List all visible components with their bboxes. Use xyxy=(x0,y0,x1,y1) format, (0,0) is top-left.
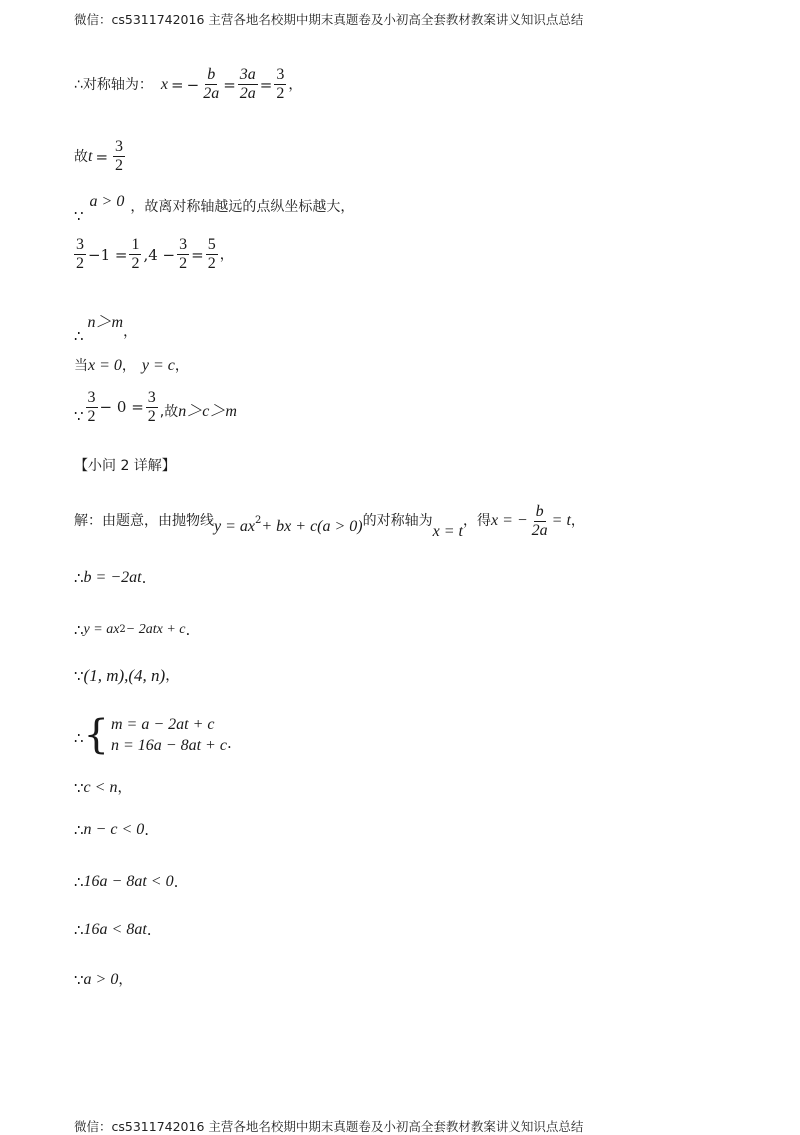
math-var: t xyxy=(88,147,93,165)
punct: . xyxy=(185,621,191,639)
math-expr: x = 0 xyxy=(88,357,122,374)
math-op: − xyxy=(186,75,200,94)
math-expr: −1 = xyxy=(88,245,128,264)
punct: . xyxy=(144,821,150,839)
equation-system xyxy=(84,714,227,756)
therefore-symbol: ∴ xyxy=(74,621,84,639)
fraction: $\frac{3}{2}$ xyxy=(179,236,188,272)
punct: . xyxy=(141,569,147,587)
punct: . xyxy=(226,734,232,752)
therefore-symbol: ∴ xyxy=(74,873,84,891)
math-expr: y = c xyxy=(141,357,175,374)
line-text: ∴对称轴为： xyxy=(74,76,153,93)
because-symbol: ∵ xyxy=(74,207,84,225)
fraction: $\frac{b}{2a}$ xyxy=(531,502,548,539)
math-expr: − 2atx + c xyxy=(125,622,186,637)
step-line xyxy=(74,920,152,940)
page-footer: 微信：cs5311742016 主营各地名校期中期末真题卷及小初高全套教材教案讲义知识点总结 xyxy=(74,1119,584,1134)
step-line xyxy=(74,872,178,892)
punct: ， xyxy=(117,780,132,796)
line-text: 当 xyxy=(74,358,88,374)
therefore-symbol: ∴ xyxy=(74,729,84,747)
punct: ， xyxy=(165,668,180,684)
math-expr: y = ax xyxy=(214,518,255,535)
compare-line xyxy=(74,308,137,346)
line-text: ，得 xyxy=(462,513,491,529)
because-symbol: ∵ xyxy=(74,779,84,797)
solution-intro-line xyxy=(74,500,585,542)
section-heading: 【小问 2 详解】 xyxy=(74,458,176,474)
math-op: = xyxy=(191,245,204,264)
punct: . xyxy=(146,921,152,939)
fraction: $\frac{b}{2a}$ xyxy=(203,66,220,102)
math-expr: + bx + c xyxy=(261,518,318,535)
math-expr: x = t xyxy=(432,523,463,540)
step-line xyxy=(74,568,146,588)
therefore-symbol: ∴ xyxy=(74,821,84,839)
equation-row: m = a − 2at + c xyxy=(111,716,215,733)
step-line xyxy=(74,970,132,990)
equation-row: n = 16a − 8at + c xyxy=(111,737,227,754)
math-op: = xyxy=(259,75,273,94)
math-expr: c < n xyxy=(83,779,118,796)
fraction: $\frac{1}{2}$ xyxy=(131,236,140,272)
punct: ， xyxy=(174,358,189,374)
punct: ， xyxy=(219,246,234,263)
step-line xyxy=(74,620,190,640)
distance-line xyxy=(74,236,234,273)
punct: ， xyxy=(288,76,303,93)
math-op: = xyxy=(223,75,236,94)
fraction: $\frac{3}{2}$ xyxy=(87,388,96,425)
math-expr: a > 0 xyxy=(83,971,119,988)
fraction: $\frac{3}{2}$ xyxy=(115,138,124,174)
when-line xyxy=(74,356,189,376)
math-expr: y = ax xyxy=(83,622,120,637)
math-expr: a > 0 xyxy=(89,193,125,210)
punct: ， xyxy=(570,513,585,529)
page-header: 微信：cs5311742016 主营各地名校期中期末真题卷及小初高全套教材教案讲义知识点总结 xyxy=(74,12,584,27)
math-op: = xyxy=(95,147,109,166)
conclusion-line xyxy=(74,388,237,426)
fraction: $\frac{5}{2}$ xyxy=(207,236,216,272)
math-expr: (1, m),(4, n) xyxy=(83,666,166,685)
exponent: 2 xyxy=(119,624,126,635)
step-line xyxy=(74,666,179,686)
t-value-line xyxy=(74,138,127,175)
symmetry-axis-line xyxy=(74,66,302,103)
math-var: x xyxy=(160,75,169,93)
punct: ， xyxy=(121,358,136,374)
math-expr: n＞m xyxy=(87,314,124,331)
line-text: 解：由题意，由抛物线 xyxy=(74,513,214,529)
math-expr: n − c < 0 xyxy=(83,821,145,838)
math-expr: − 0 = xyxy=(99,398,144,416)
math-expr: (a > 0) xyxy=(317,518,363,535)
exponent: 2 xyxy=(255,515,262,526)
line-text: ,故 xyxy=(159,404,179,420)
math-expr: b = −2at xyxy=(83,569,142,586)
math-expr: x = − xyxy=(490,512,528,529)
system-line xyxy=(74,714,232,756)
step-line xyxy=(74,778,131,798)
fraction: $\frac{3}{2}$ xyxy=(276,66,285,102)
math-expr: ,4 − xyxy=(143,245,176,264)
punct: ， xyxy=(123,324,138,340)
because-symbol: ∵ xyxy=(74,971,84,989)
therefore-symbol: ∴ xyxy=(74,569,84,587)
math-op: = xyxy=(171,75,184,94)
brace-icon: { xyxy=(83,712,109,758)
punct: ， xyxy=(118,972,133,988)
fraction: $\frac{3}{2}$ xyxy=(76,236,84,272)
line-text: ，故离对称轴越远的点纵坐标越大， xyxy=(130,199,355,215)
line-text: 故 xyxy=(74,148,88,165)
fraction: $\frac{3}{2}$ xyxy=(147,388,156,425)
step-line xyxy=(74,820,149,840)
because-symbol: ∵ xyxy=(74,407,84,425)
fraction: $\frac{3a}{2a}$ xyxy=(239,66,256,102)
because-symbol: ∵ xyxy=(74,667,84,685)
math-expr: = t xyxy=(551,512,571,529)
math-expr: n＞c＞m xyxy=(178,403,237,420)
therefore-symbol: ∴ xyxy=(74,921,84,939)
reason-line xyxy=(74,188,354,226)
math-expr: 16a < 8at xyxy=(83,921,147,938)
therefore-symbol: ∴ xyxy=(74,327,84,345)
line-text: 的对称轴为 xyxy=(362,513,433,529)
math-expr: 16a − 8at < 0 xyxy=(83,873,174,890)
punct: . xyxy=(173,873,179,891)
